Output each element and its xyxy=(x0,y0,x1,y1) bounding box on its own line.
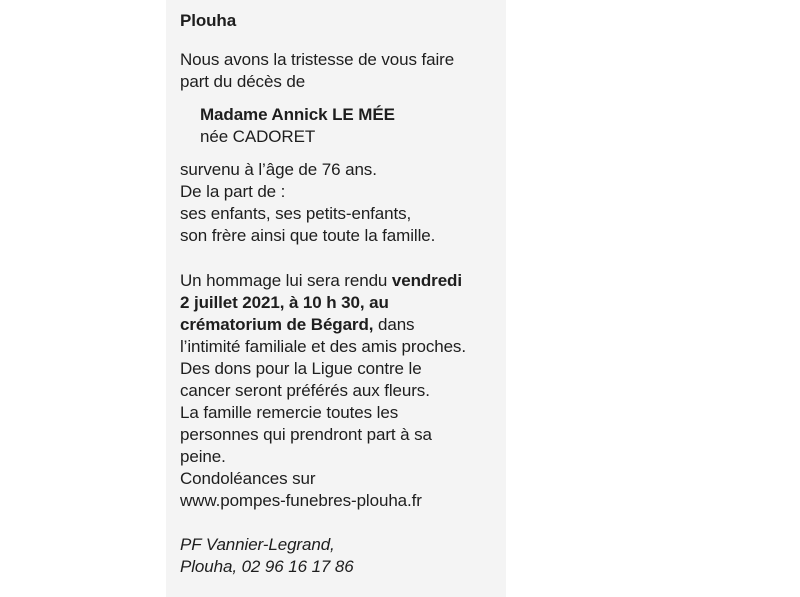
ceremony-location: crématorium de Bégard, xyxy=(180,315,374,334)
thanks-line-2: personnes qui prendront part à sa xyxy=(180,425,432,444)
maiden-name: née CADORET xyxy=(200,127,316,146)
ceremony-day: vendredi xyxy=(391,271,462,290)
thanks-line-3: peine. xyxy=(180,447,226,466)
ceremony-line-1 xyxy=(180,270,510,292)
ceremony-location-suffix: dans xyxy=(373,315,415,334)
intro-line-2: part du décès de xyxy=(180,72,306,91)
thanks-line-1: La famille remercie toutes les xyxy=(180,403,399,422)
obituary-notice xyxy=(180,10,510,578)
ceremony-line-2 xyxy=(180,292,510,314)
funeral-home-contact: Plouha, 02 96 16 17 86 xyxy=(180,557,354,576)
donation-line-2: cancer seront préférés aux fleurs. xyxy=(180,381,430,400)
ceremony-line-3 xyxy=(180,314,510,336)
ceremony-intro-text: Un hommage lui sera rendu xyxy=(180,271,392,290)
condolences-label: Condoléances sur xyxy=(180,469,316,488)
deceased-name: Madame Annick LE MÉE xyxy=(200,105,395,124)
family-line-4: son frère ainsi que toute la famille. xyxy=(180,226,436,245)
ceremony-line-4: l’intimité familiale et des amis proches. xyxy=(180,337,466,356)
ceremony-date-time: 2 juillet 2021, à 10 h 30, au xyxy=(180,293,389,312)
signature-spacer xyxy=(180,512,510,534)
deceased-block xyxy=(200,104,510,148)
family-line-2: De la part de : xyxy=(180,182,286,201)
paragraph-spacer xyxy=(180,247,510,270)
family-line-1: survenu à l’âge de 76 ans. xyxy=(180,160,377,179)
funeral-home-name: PF Vannier-Legrand, xyxy=(180,535,335,554)
condolences-website: www.pompes-funebres-plouha.fr xyxy=(180,491,422,510)
intro-line-1: Nous avons la tristesse de vous faire xyxy=(180,50,455,69)
town-heading: Plouha xyxy=(180,11,237,30)
family-line-3: ses enfants, ses petits-enfants, xyxy=(180,204,412,223)
donation-line-1: Des dons pour la Ligue contre le xyxy=(180,359,422,378)
